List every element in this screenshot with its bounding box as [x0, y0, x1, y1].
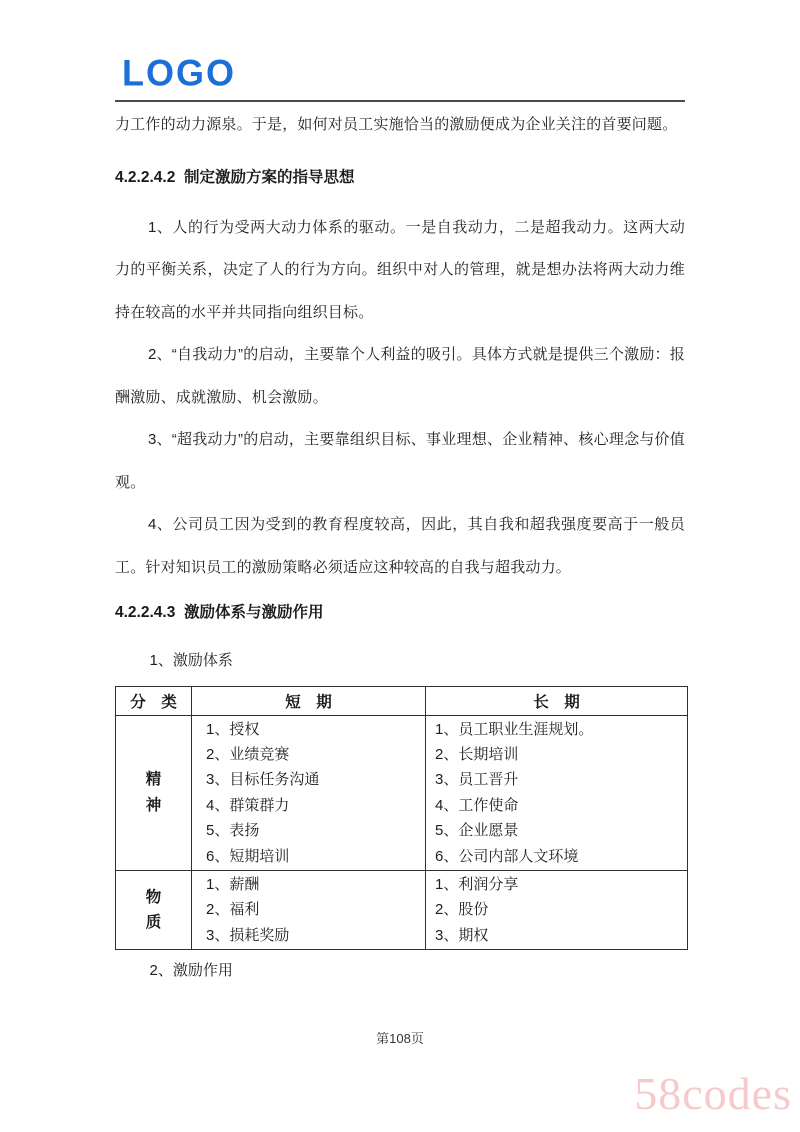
- table-item: 3、目标任务沟通: [206, 771, 320, 789]
- table-item: 5、表扬: [206, 822, 260, 840]
- table-item: 1、授权: [206, 720, 260, 738]
- table-item: 2、长期培训: [435, 745, 519, 763]
- table-item: 6、公司内部人文环境: [435, 847, 579, 865]
- section-heading-1: 4.2.2.4.2 制定激励方案的指导思想: [115, 168, 355, 186]
- table-row-spiritual: [116, 715, 688, 870]
- short-term-cell-spiritual: [192, 715, 426, 870]
- table-item: 3、损耗奖励: [206, 926, 290, 944]
- table-header-row: [116, 686, 688, 715]
- table-item: 6、短期培训: [206, 847, 290, 865]
- category-cell-material: [116, 870, 192, 949]
- intro-paragraph: 力工作的动力源泉。于是，如何对员工实施恰当的激励便成为企业关注的首要问题。: [115, 116, 678, 133]
- table-header-category: 分 类: [116, 686, 192, 715]
- table-item: 2、股份: [435, 901, 489, 919]
- table-header-short-term: 短 期: [192, 686, 426, 715]
- watermark: 58codes: [634, 1068, 792, 1119]
- body-paragraph-1: 1、人的行为受两大动力体系的驱动。一是自我动力，二是超我动力。这两大动力的平衡关系，决定了人的行为方向。组织中对人的管理，就是想办法将两大动力维持在较高的水平并共同指向组织目标。: [115, 218, 685, 321]
- body-paragraph-4: 4、公司员工因为受到的教育程度较高，因此，其自我和超我强度要高于一般员工。针对知识员工的激励策略必须适应这种较高的自我与超我动力。: [115, 516, 685, 576]
- header-divider: [115, 100, 685, 102]
- category-char: 质: [145, 914, 162, 932]
- category-cell-spiritual: [116, 715, 192, 870]
- logo: LOGO: [122, 52, 236, 94]
- table-item: 1、利润分享: [435, 875, 519, 893]
- page-number: 第108页: [376, 1031, 424, 1046]
- body-paragraph-2: 2、“自我动力”的启动，主要靠个人利益的吸引。具体方式就是提供三个激励：报酬激励、成就激励、机会激励。: [115, 346, 685, 406]
- section-heading-2: 4.2.2.4.3 激励体系与激励作用: [115, 604, 324, 621]
- long-term-cell-material: [426, 870, 688, 949]
- category-char: 物: [145, 888, 162, 906]
- page-content: [115, 0, 685, 993]
- incentive-table: [115, 686, 688, 951]
- list-label-incentive-system: 1、激励体系: [149, 652, 233, 669]
- table-item: 2、福利: [206, 901, 260, 919]
- category-char: 神: [145, 796, 162, 814]
- list-label-incentive-effect: 2、激励作用: [149, 962, 233, 980]
- table-header-long-term: 长 期: [426, 686, 688, 715]
- long-term-cell-spiritual: [426, 715, 688, 870]
- table-item: 4、工作使命: [435, 796, 519, 814]
- table-row-material: [116, 870, 688, 949]
- table-item: 2、业绩竞赛: [206, 745, 290, 763]
- table-item: 4、群策群力: [206, 796, 290, 814]
- table-item: 5、企业愿景: [435, 822, 519, 840]
- table-item: 3、员工晋升: [435, 771, 519, 789]
- body-paragraph-3: 3、“超我动力”的启动，主要靠组织目标、事业理想、企业精神、核心理念与价值观。: [115, 431, 685, 491]
- short-term-cell-material: [192, 870, 426, 949]
- category-char: 精: [145, 771, 162, 789]
- table-item: 1、薪酬: [206, 875, 260, 893]
- table-item: 1、员工职业生涯规划。: [435, 720, 594, 738]
- table-item: 3、期权: [435, 926, 489, 944]
